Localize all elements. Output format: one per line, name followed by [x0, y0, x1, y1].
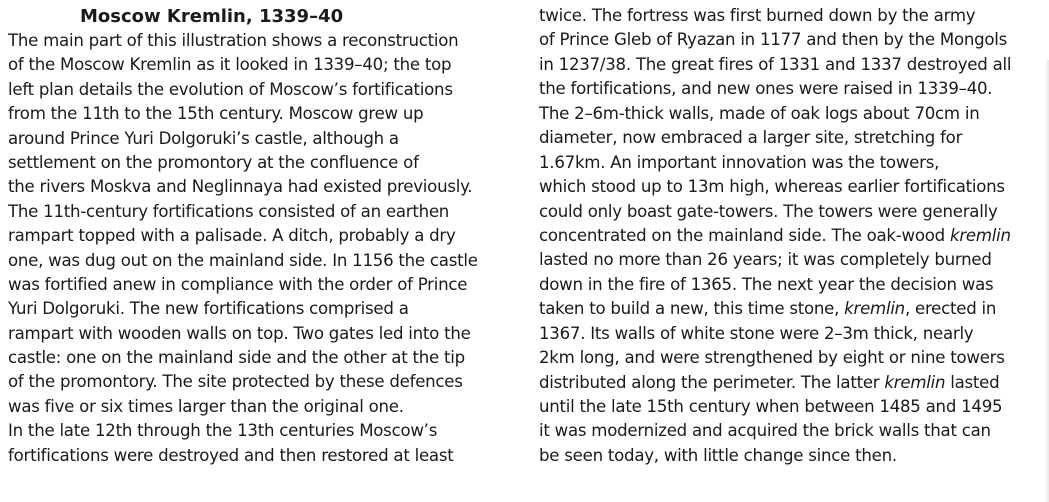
left-line: castle: one on the mainland side and the other at the tip: [8, 348, 465, 368]
page-edge-shadow: [1044, 60, 1049, 502]
right-line-italic: kremlin: [844, 299, 905, 319]
right-line: in 1237/38. The great fires of 1331 and 1337 destroyed all: [539, 54, 1012, 74]
left-line: The main part of this illustration shows a reconstruction: [8, 31, 459, 50]
left-line: was fortified anew in compliance with the order of Prince: [8, 274, 468, 294]
right-line: 1.67km. An important innovation was the towers,: [539, 152, 940, 172]
left-line: The 11th-century fortifications consisted of an earthen: [8, 201, 450, 221]
right-line-text: distributed along the perimeter. The latter: [539, 372, 885, 392]
left-line: the rivers Moskva and Neglinnaya had existed previously.: [8, 177, 473, 197]
right-line-text: concentrated on the mainland side. The oak-wood: [539, 225, 950, 245]
right-line-tail: , erected in: [904, 299, 997, 319]
left-line: In the late 12th through the 13th centuries Moscow’s: [8, 421, 438, 441]
right-line-italic: kremlin: [949, 225, 1011, 245]
right-line: which stood up to 13m high, whereas earlier fortifications: [539, 177, 1005, 197]
right-line: until the late 15th century when between 1485 and 1495: [539, 397, 1003, 416]
left-column: [8, 4, 513, 468]
left-line: of the Moscow Kremlin as it looked in 1339–40; the top: [8, 55, 452, 75]
right-line: the fortifications, and new ones were raised in 1339–40.: [539, 79, 993, 99]
right-line-tail: lasted: [945, 372, 1000, 392]
left-line: left plan details the evolution of Moscow’s fortifications: [8, 79, 453, 99]
left-line: one, was dug out on the mainland side. In 1156 the castle: [8, 250, 478, 270]
right-line: it was modernized and acquired the brick walls that can: [539, 421, 991, 441]
left-line: Yuri Dolgoruki. The new fortifications comprised a: [8, 299, 409, 319]
right-line: could only boast gate-towers. The towers were generally: [539, 201, 998, 221]
left-line: fortifications were destroyed and then restored at least: [8, 445, 454, 465]
right-line-mixed: [539, 224, 1044, 248]
right-line: of Prince Gleb of Ryazan in 1177 and then by the Mongols: [539, 30, 1008, 50]
left-line: rampart topped with a palisade. A ditch, probably a dry: [8, 226, 456, 246]
right-line: twice. The fortress was first burned down by the army: [539, 6, 976, 25]
right-line: The 2–6m-thick walls, made of oak logs about 70cm in: [539, 103, 980, 123]
right-line: 1367. Its walls of white stone were 2–3m thick, nearly: [539, 323, 974, 343]
left-line: from the 11th to the 15th century. Moscow grew up: [8, 104, 424, 124]
left-line: around Prince Yuri Dolgoruki’s castle, although a: [8, 128, 399, 148]
right-line: diameter, now embraced a larger site, stretching for: [539, 128, 963, 148]
right-line: down in the fire of 1365. The next year the decision was: [539, 274, 994, 294]
left-line: of the promontory. The site protected by these defences: [8, 372, 463, 392]
right-line: lasted no more than 26 years; it was completely burned: [539, 250, 992, 270]
right-column: [539, 4, 1044, 468]
left-line: was five or six times larger than the original one.: [8, 396, 404, 416]
right-line-text: taken to build a new, this time stone,: [539, 299, 845, 319]
article-title: Moscow Kremlin, 1339–40: [80, 6, 344, 27]
left-line: rampart with wooden walls on top. Two gates led into the: [8, 323, 471, 343]
left-line: settlement on the promontory at the confluence of: [8, 152, 419, 172]
right-line-mixed: [539, 371, 1044, 395]
right-line: 2km long, and were strengthened by eight or nine towers: [539, 348, 1005, 368]
right-line-mixed: [539, 297, 1044, 321]
right-line: be seen today, with little change since then.: [539, 445, 897, 465]
right-line-italic: kremlin: [884, 372, 946, 392]
